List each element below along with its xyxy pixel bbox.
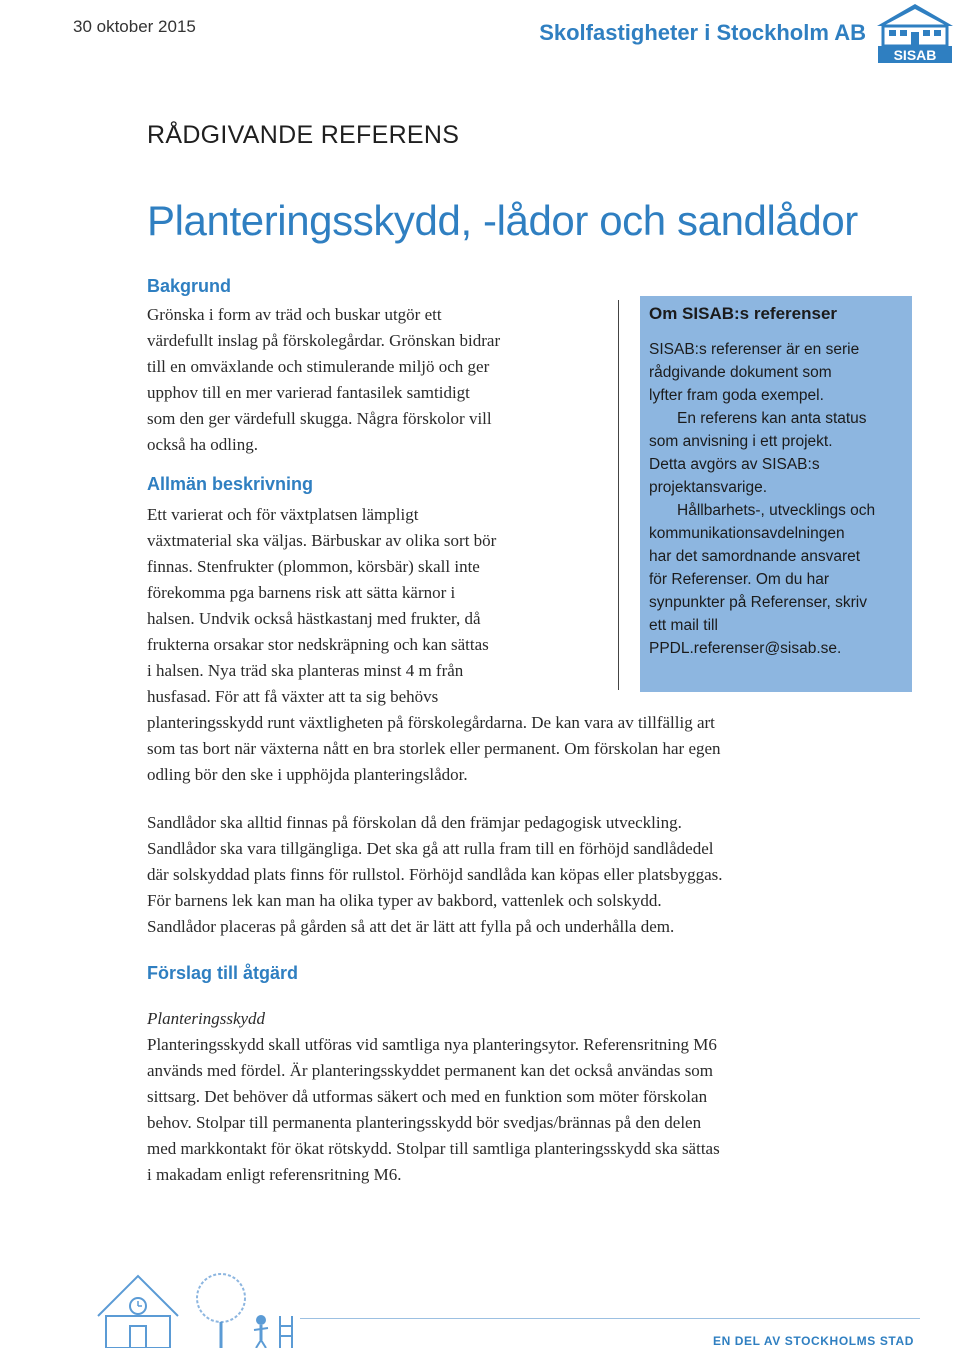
info-line: projektansvarige. (649, 479, 768, 496)
document-type: RÅDGIVANDE REFERENS (147, 121, 460, 149)
text-line: Grönska i form av träd och buskar utgör ett (147, 305, 442, 324)
sisab-logo (874, 2, 956, 64)
text-line: också ha odling. (147, 435, 258, 454)
text-line: Sandlådor ska alltid finnas på förskolan då den främjar pedagogisk utveckling. (147, 813, 682, 832)
info-line: SISAB:s referenser är en serie (649, 341, 860, 358)
text-line: som den ger värdefull skugga. Några förskolor vill (147, 409, 492, 428)
subheading-planteringsskydd: Planteringsskydd (147, 1009, 266, 1028)
info-line: ett mail till (649, 617, 718, 634)
paragraph-allman-continued (147, 684, 907, 788)
info-box-title: Om SISAB:s referenser (649, 304, 838, 323)
paragraph-allman (147, 502, 617, 684)
logo-text: SISAB (893, 47, 937, 63)
text-line: i makadam enligt referensritning M6. (147, 1165, 402, 1184)
text-line: behov. Stolpar till permanenta planteringsskydd bör svedjas/brännas på den delen (147, 1113, 702, 1132)
text-line: till en omväxlande och stimulerande miljö och ger (147, 357, 490, 376)
text-line: Sandlådor placeras på gården så att det är lätt att fylla på och underhålla dem. (147, 917, 675, 936)
footer-illustration (96, 1268, 296, 1348)
info-line: En referens kan anta status (677, 410, 867, 427)
footer-tagline: EN DEL AV STOCKHOLMS STAD (712, 1334, 914, 1348)
text-line: värdefullt inslag på förskolegårdar. Grönskan bidrar (147, 331, 501, 350)
text-line: odling bör den ske i upphöjda planteringslådor. (147, 765, 468, 784)
text-line: sittsarg. Det behöver då utformas säkert och med en funktion som möter förskolan (147, 1087, 708, 1106)
text-line: finnas. Stenfrukter (plommon, körsbär) skall inte (147, 557, 480, 576)
info-line: kommunikationsavdelningen (649, 525, 845, 542)
text-line: För barnens lek kan man ha olika typer av bakbord, vattenlek och solskydd. (147, 891, 662, 910)
info-box-om-referenser (640, 296, 912, 692)
info-line: synpunkter på Referenser, skriv (649, 594, 867, 611)
brand-name: Skolfastigheter i Stockholm AB (539, 20, 866, 45)
footer-rule (300, 1318, 920, 1319)
heading-forslag-till-atgard: Förslag till åtgärd (147, 963, 299, 983)
paragraph-bakgrund (147, 302, 617, 458)
text-line: husfasad. För att få växter att ta sig behövs (147, 687, 439, 706)
heading-allman-beskrivning: Allmän beskrivning (147, 474, 314, 494)
paragraph-sandlador (147, 810, 907, 940)
text-line: Ett varierat och för växtplatsen lämpligt (147, 505, 419, 524)
heading-bakgrund: Bakgrund (147, 276, 232, 296)
info-line: för Referenser. Om du har (649, 571, 830, 588)
info-line: har det samordnande ansvaret (649, 548, 861, 565)
column-divider (618, 300, 619, 690)
text-line: Planteringsskydd skall utföras vid samtliga nya planteringsytor. Referensritning M6 (147, 1035, 717, 1054)
text-line: där solskyddad plats finns för rullstol. Förhöjd sandlåda kan köpas eller platsbyggas. (147, 865, 723, 884)
paragraph-planteringsskydd (147, 1032, 907, 1188)
info-line: som anvisning i ett projekt. (649, 433, 833, 450)
text-line: förekomma pga barnens risk att sätta kärnor i (147, 583, 456, 602)
text-line: växtmaterial ska väljas. Bärbuskar av olika sort bör (147, 531, 497, 550)
text-line: med markkontakt för ökat rötskydd. Stolpar till samtliga planteringsskydd ska sättas (147, 1139, 720, 1158)
info-line: lyfter fram goda exempel. (649, 387, 824, 404)
document-date: 30 oktober 2015 (73, 17, 196, 36)
text-line: planteringsskydd runt växtligheten på förskolegårdarna. De kan vara av tillfällig art (147, 713, 715, 732)
text-line: upphov till en mer varierad fantasilek samtidigt (147, 383, 470, 402)
text-line: Sandlådor ska vara tillgängliga. Det ska gå att rulla fram till en förhöjd sandlådedel (147, 839, 714, 858)
text-line: i halsen. Nya träd ska planteras minst 4 m från (147, 661, 464, 680)
info-line: Detta avgörs av SISAB:s (649, 456, 820, 473)
info-line: Hållbarhets-, utvecklings och (677, 502, 876, 519)
text-line: används med fördel. Är planteringsskyddet permanent kan det också användas som (147, 1061, 714, 1080)
page-title: Planteringsskydd, -lådor och sandlådor (147, 197, 858, 244)
text-line: som tas bort när växterna nått en bra storlek eller permanent. Om förskolan har egen (147, 739, 721, 758)
info-line: rådgivande dokument som (649, 364, 832, 381)
text-line: halsen. Undvik också hästkastanj med frukter, då (147, 609, 481, 628)
info-email[interactable]: PPDL.referenser@sisab.se. (649, 640, 842, 657)
text-line: frukterna orsakar stor nedskräpning och kan sättas (147, 635, 489, 654)
